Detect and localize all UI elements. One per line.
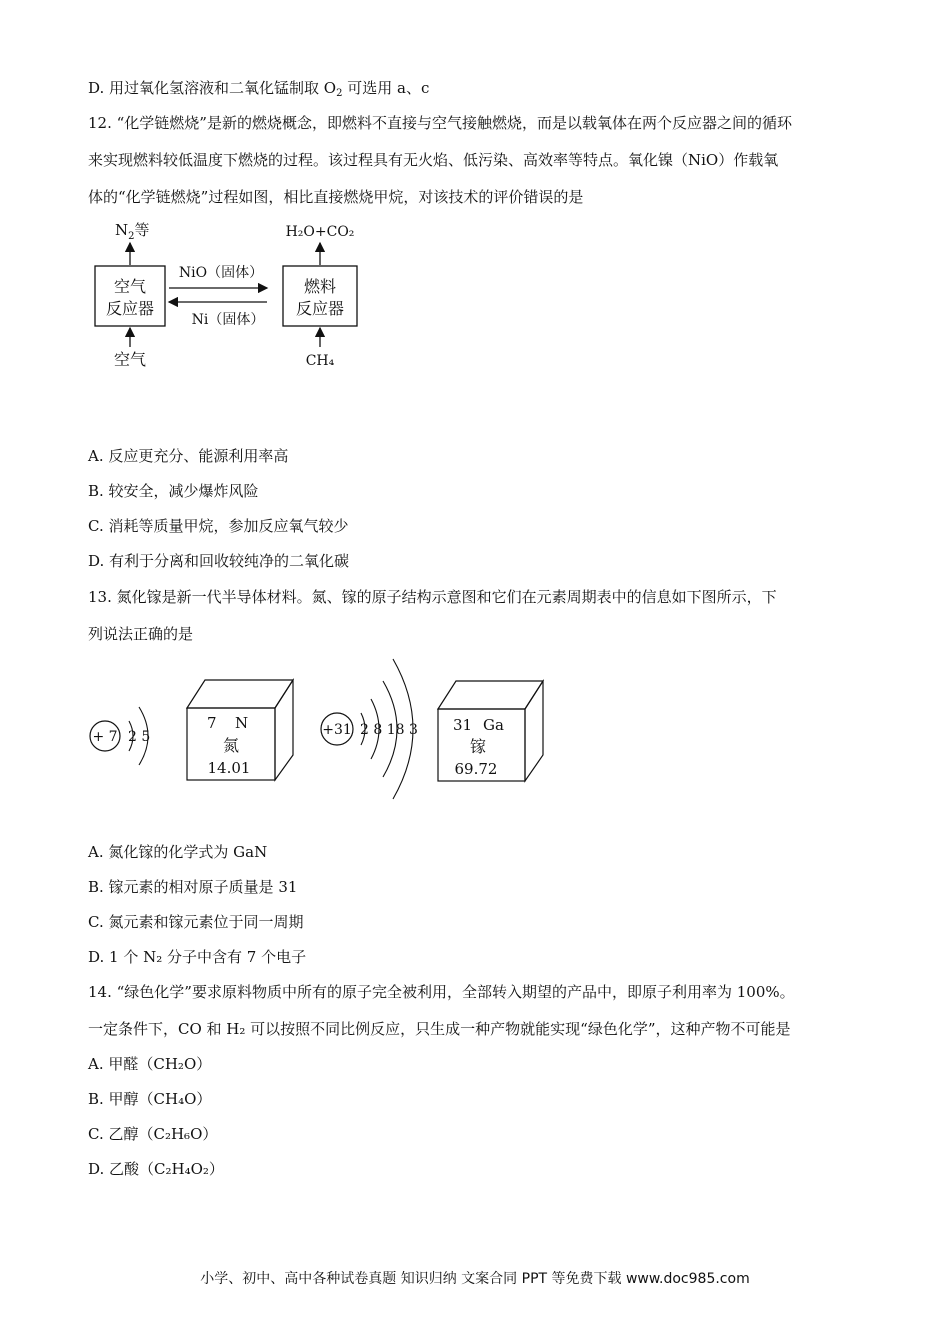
- q12-option-d: D. 有利于分离和回收较纯净的二氧化碳: [88, 552, 350, 570]
- nio-label: NiO（固体）: [178, 265, 264, 281]
- q13-option-b: B. 镓元素的相对原子质量是 31: [88, 878, 298, 896]
- q13-stem-line-2: 列说法正确的是: [88, 625, 194, 643]
- nitrogen-element-cube: [187, 680, 293, 780]
- q14-option-c: C. 乙醇（C₂H₆O）: [88, 1125, 218, 1143]
- q13-option-d: D. 1 个 N₂ 分子中含有 7 个电子: [88, 948, 307, 966]
- q14-option-b: B. 甲醇（CH₄O）: [88, 1090, 212, 1108]
- gallium-atom-diagram: [321, 659, 418, 799]
- nitrogen-shell-electrons: 2 5: [128, 729, 151, 745]
- q12-option-b: B. 较安全，减少爆炸风险: [88, 482, 259, 500]
- nitrogen-atomic-mass: 14.01: [207, 759, 251, 777]
- gallium-element-cube: [438, 681, 543, 781]
- page-footer: 小学、初中、高中各种试卷真题 知识归纳 文案合同 PPT 等免费下载 www.doc985.com: [200, 1271, 750, 1287]
- q11-option-d: D. 用过氧化氢溶液和二氧化锰制取 $O_2$ 可选用 a、c: [88, 79, 430, 99]
- gallium-shell-electrons: 2 8 18 3: [360, 722, 418, 738]
- nitrogen-atomic-number: 7: [207, 714, 217, 732]
- nitrogen-name: 氮: [222, 736, 240, 755]
- gallium-atomic-mass: 69.72: [454, 760, 498, 778]
- q12-stem-line-2: 来实现燃料较低温度下燃烧的过程。该过程具有无火焰、低污染、高效率等特点。氧化镍（NiO）作载氧: [88, 151, 779, 169]
- q13-option-a: A. 氮化镓的化学式为 GaN: [88, 843, 268, 861]
- q14-stem-line-1: 14. “绿色化学”要求原料物质中所有的原子完全被利用，全部转入期望的产品中，即原子利用率为 100%。: [88, 983, 795, 1001]
- products-label: H₂O+CO₂: [285, 224, 355, 240]
- ni-label: Ni（固体）: [191, 312, 265, 328]
- gallium-nucleus-charge: +31: [322, 722, 352, 738]
- q12-stem-line-1: 12. “化学链燃烧”是新的燃烧概念，即燃料不直接与空气接触燃烧，而是以载氧体在两个反应器之间的循环: [88, 114, 792, 132]
- air-reactor-label-2: 反应器: [105, 299, 155, 318]
- q14-option-d: D. 乙酸（C₂H₄O₂）: [88, 1160, 224, 1178]
- fuel-reactor-label-1: 燃料: [303, 277, 337, 296]
- ch4-input-label: CH₄: [305, 353, 335, 369]
- fuel-reactor-label-2: 反应器: [295, 299, 345, 318]
- nitrogen-symbol: N: [235, 714, 249, 732]
- q12-option-a: A. 反应更充分、能源利用率高: [88, 447, 289, 465]
- nitrogen-atom-diagram: [90, 707, 150, 765]
- n2-output-label: $N_2$等: [115, 221, 150, 242]
- gallium-name: 镓: [469, 737, 487, 756]
- q14-option-a: A. 甲醛（CH₂O）: [88, 1055, 212, 1073]
- q14-stem-line-2: 一定条件下，CO 和 H₂ 可以按照不同比例反应，只生成一种产物就能实现“绿色化学”，这种产物不可能是: [88, 1020, 791, 1038]
- nitrogen-nucleus-charge: + 7: [92, 729, 118, 745]
- q13-option-c: C. 氮元素和镓元素位于同一周期: [88, 913, 304, 931]
- q13-stem-line-1: 13. 氮化镓是新一代半导体材料。氮、镓的原子结构示意图和它们在元素周期表中的信息如下图所示，下: [88, 588, 777, 606]
- gallium-symbol: Ga: [483, 716, 504, 734]
- q12-stem-line-3: 体的“化学链燃烧”过程如图，相比直接燃烧甲烷，对该技术的评价错误的是: [88, 188, 584, 206]
- air-reactor-label-1: 空气: [113, 277, 147, 296]
- chemical-looping-diagram: [85, 215, 385, 375]
- gallium-atomic-number: 31: [453, 716, 473, 734]
- q12-option-c: C. 消耗等质量甲烷，参加反应氧气较少: [88, 517, 349, 535]
- atomic-structure-diagram: [85, 655, 555, 805]
- air-input-label: 空气: [113, 350, 147, 369]
